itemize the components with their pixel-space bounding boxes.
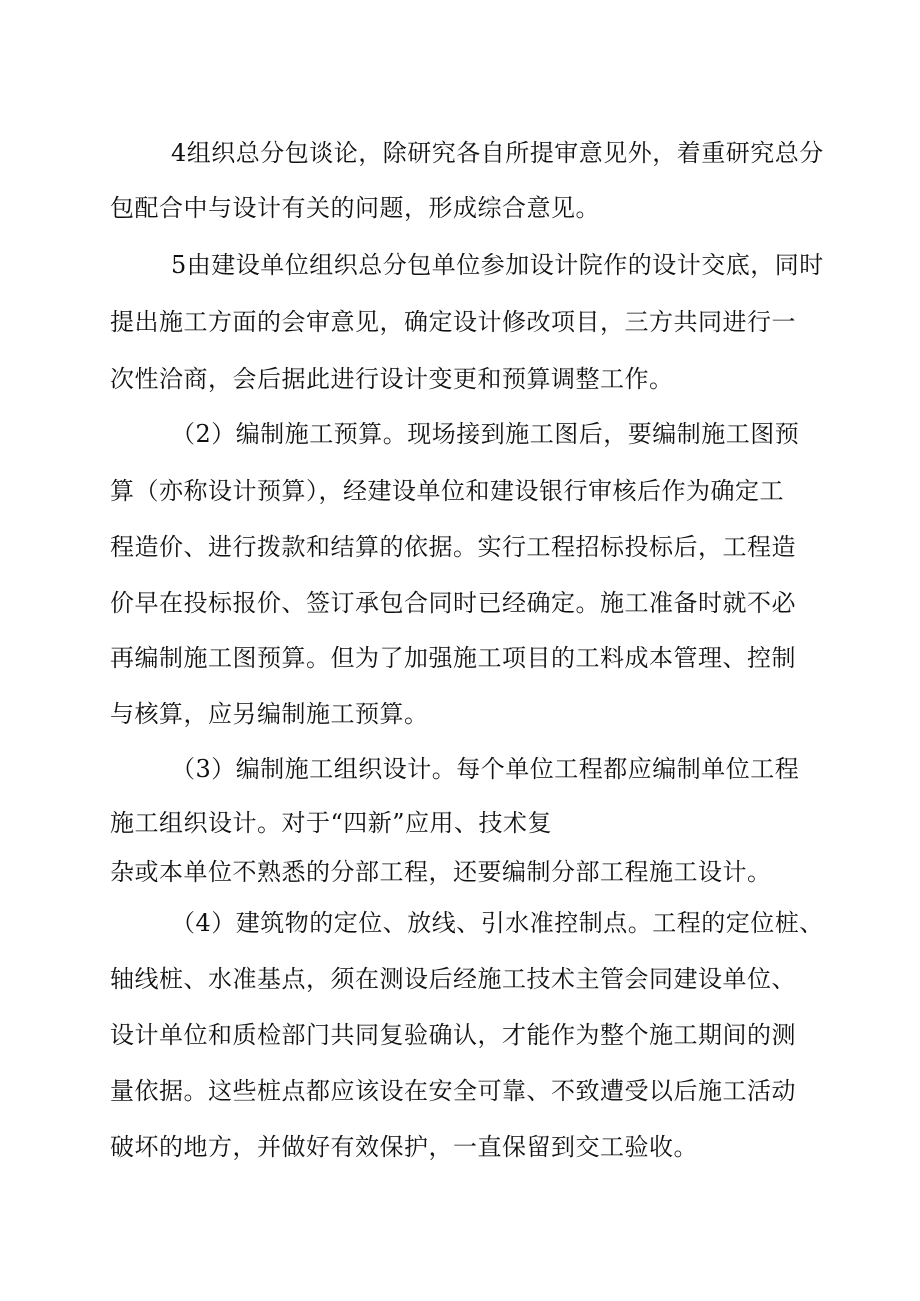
text-line: 程造价、进行拨款和结算的依据。实行工程招标投标后，工程造 bbox=[110, 533, 796, 561]
text-line: 与核算，应另编制施工预算。 bbox=[110, 700, 429, 728]
text-line: 设计单位和质检部门共同复验确认，才能作为整个施工期间的测 bbox=[110, 1021, 796, 1049]
text-line: 价早在投标报价、签订承包合同时已经确定。施工准备时就不必 bbox=[110, 589, 796, 617]
text-line: （4）建筑物的定位、放线、引水准控制点。工程的定位桩、 bbox=[171, 909, 824, 937]
text-line: 4组织总分包谈论，除研究各自所提审意见外，着重研究总分 bbox=[171, 139, 824, 167]
text-line: 5由建设单位组织总分包单位参加设计院作的设计交底，同时 bbox=[171, 251, 824, 279]
text-line: 提出施工方面的会审意见，确定设计修改项目，三方共同进行一 bbox=[110, 308, 796, 336]
text-line: 杂或本单位不熟悉的分部工程，还要编制分部工程施工设计。 bbox=[110, 858, 772, 886]
text-line: 次性洽商，会后据此进行设计变更和预算调整工作。 bbox=[110, 365, 674, 393]
text-line: 破坏的地方，并做好有效保护，一直保留到交工验收。 bbox=[110, 1133, 698, 1161]
text-line: 算（亦称设计预算），经建设单位和建设银行审核后作为确定工 bbox=[110, 477, 784, 505]
text-line: 包配合中与设计有关的问题，形成综合意见。 bbox=[110, 194, 600, 222]
text-line: 轴线桩、水准基点，须在测设后经施工技术主管会同建设单位、 bbox=[110, 965, 796, 993]
text-line: （3）编制施工组织设计。每个单位工程都应编制单位工程 bbox=[171, 755, 800, 783]
text-line: （2）编制施工预算。现场接到施工图后，要编制施工图预 bbox=[171, 420, 800, 448]
text-line: 量依据。这些桩点都应该设在安全可靠、不致遭受以后施工活动 bbox=[110, 1077, 796, 1105]
text-line: 施工组织设计。对于“四新”应用、技术复 bbox=[110, 809, 553, 837]
text-line: 再编制施工图预算。但为了加强施工项目的工料成本管理、控制 bbox=[110, 644, 796, 672]
